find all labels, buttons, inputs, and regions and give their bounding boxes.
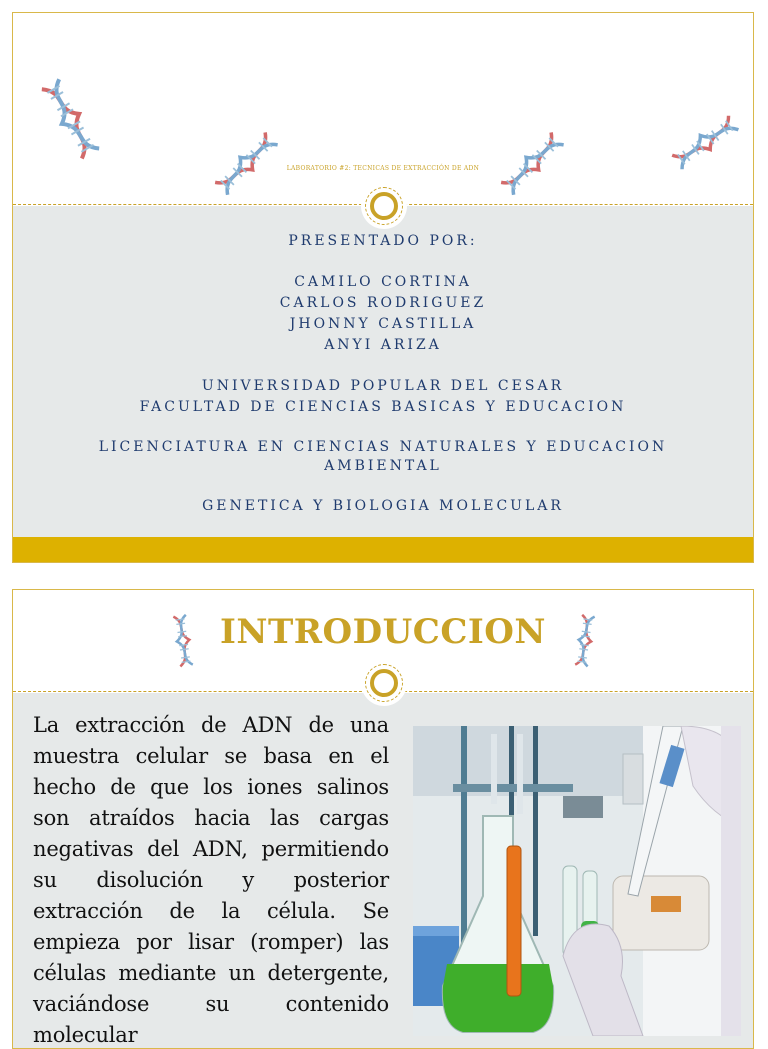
dna-helix-icon [497, 125, 569, 201]
credits-block [13, 231, 753, 517]
intro-slide [12, 589, 754, 1049]
program-name: LICENCIATURA EN CIENCIAS NATURALES Y EDUCACION [98, 439, 668, 455]
lab-photo [413, 726, 741, 1036]
dna-helix-icon [211, 125, 283, 201]
slide-small-title: LABORATORIO #2: TECNICAS DE EXTRACCIÓN DE ADN [286, 165, 480, 172]
author-name: CARLOS RODRIGUEZ [279, 295, 487, 311]
dna-helix-icon [35, 75, 105, 161]
slide-title: INTRODUCCION [219, 612, 546, 652]
author-name: ANYI ARIZA [324, 337, 442, 353]
ring-ornament-icon [361, 660, 407, 706]
author-name: CAMILO CORTINA [294, 274, 472, 290]
author-name: JHONNY CASTILLA [289, 316, 477, 332]
presented-by-label: PRESENTADO POR: [288, 233, 478, 249]
faculty-name: FACULTAD DE CIENCIAS BASICAS Y EDUCACION [139, 399, 627, 415]
intro-paragraph: La extracción de ADN de una muestra celular se basa en el hecho de que los iones salinos son atraídos hacia las cargas negativas del ADN, permitiendo su disolución y posterior extracción de la célula. Se empieza por lisar (romper) las células mediante un detergente, vaciándose su contenido molecular [33, 713, 389, 1047]
footer-gold-bar [13, 537, 753, 563]
program-name-cont: AMBIENTAL [324, 458, 442, 474]
course-name: GENETICA Y BIOLOGIA MOLECULAR [202, 498, 564, 514]
ring-ornament-icon [361, 183, 407, 229]
title-slide [12, 12, 754, 563]
university-name: UNIVERSIDAD POPULAR DEL CESAR [201, 378, 565, 394]
